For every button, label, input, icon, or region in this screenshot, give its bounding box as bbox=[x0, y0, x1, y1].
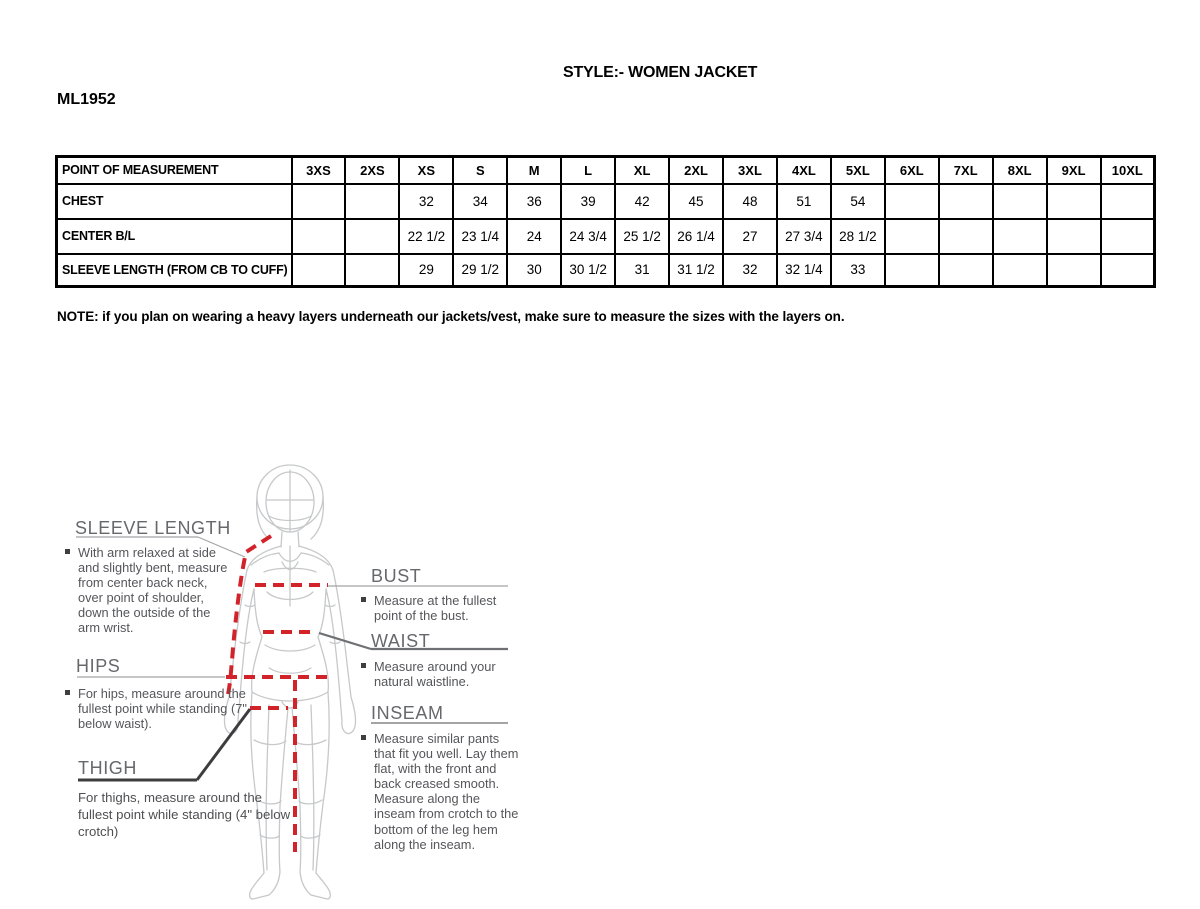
size-value-cell: 30 bbox=[507, 254, 561, 287]
column-header-size: 5XL bbox=[831, 157, 885, 184]
size-value-cell: 25 1/2 bbox=[615, 219, 669, 254]
size-value-cell bbox=[885, 184, 939, 219]
size-table-body bbox=[57, 184, 1155, 287]
table-row bbox=[57, 254, 1155, 287]
size-value-cell bbox=[292, 219, 346, 254]
size-value-cell: 34 bbox=[453, 184, 507, 219]
row-label: SLEEVE LENGTH (FROM CB TO CUFF) bbox=[57, 254, 292, 287]
size-value-cell bbox=[885, 254, 939, 287]
table-row bbox=[57, 184, 1155, 219]
size-value-cell bbox=[345, 219, 399, 254]
note-text: NOTE: if you plan on wearing a heavy layers underneath our jackets/vest, make sure to measure the sizes with the layers on. bbox=[57, 309, 845, 324]
size-value-cell bbox=[993, 254, 1047, 287]
size-value-cell: 45 bbox=[669, 184, 723, 219]
size-value-cell: 39 bbox=[561, 184, 615, 219]
column-header-size: XS bbox=[399, 157, 453, 184]
size-value-cell: 51 bbox=[777, 184, 831, 219]
size-value-cell bbox=[939, 219, 993, 254]
size-table bbox=[55, 155, 1156, 288]
column-header-size: 7XL bbox=[939, 157, 993, 184]
size-value-cell: 23 1/4 bbox=[453, 219, 507, 254]
size-value-cell: 29 1/2 bbox=[453, 254, 507, 287]
size-value-cell: 32 bbox=[723, 254, 777, 287]
bust-heading: BUST bbox=[371, 566, 422, 586]
sleeve-length-text: With arm relaxed at side and slightly bent, measure from center back neck, over point of shoulder, down the outside of the arm wrist. bbox=[78, 545, 228, 636]
thigh-heading: THIGH bbox=[78, 758, 137, 778]
column-header-size: 2XS bbox=[345, 157, 399, 184]
inseam-text: Measure similar pants that fit you well. Lay them flat, with the front and back creased smooth. Measure along the inseam from crotch to the bottom of the leg hem along the inseam. bbox=[374, 731, 519, 852]
size-value-cell: 42 bbox=[615, 184, 669, 219]
size-table-header-row bbox=[57, 157, 1155, 184]
size-value-cell: 33 bbox=[831, 254, 885, 287]
bullet-square-icon bbox=[361, 663, 366, 668]
size-value-cell bbox=[292, 254, 346, 287]
size-value-cell bbox=[1047, 184, 1101, 219]
column-header-size: 10XL bbox=[1101, 157, 1155, 184]
size-value-cell bbox=[993, 219, 1047, 254]
size-value-cell: 31 bbox=[615, 254, 669, 287]
bust-text: Measure at the fullest point of the bust. bbox=[374, 593, 497, 624]
size-value-cell: 31 1/2 bbox=[669, 254, 723, 287]
column-header-size: 9XL bbox=[1047, 157, 1101, 184]
thigh-description bbox=[78, 789, 293, 840]
size-value-cell: 27 3/4 bbox=[777, 219, 831, 254]
size-value-cell: 32 1/4 bbox=[777, 254, 831, 287]
column-header-size: M bbox=[507, 157, 561, 184]
column-header-size: L bbox=[561, 157, 615, 184]
column-header-size: 2XL bbox=[669, 157, 723, 184]
column-header-size: S bbox=[453, 157, 507, 184]
size-value-cell bbox=[1047, 219, 1101, 254]
bullet-square-icon bbox=[65, 549, 70, 554]
size-value-cell: 22 1/2 bbox=[399, 219, 453, 254]
size-value-cell: 28 1/2 bbox=[831, 219, 885, 254]
size-value-cell bbox=[1101, 184, 1155, 219]
sleeve-length-description bbox=[65, 545, 233, 636]
size-value-cell bbox=[292, 184, 346, 219]
bullet-square-icon bbox=[361, 735, 366, 740]
column-header-size: 6XL bbox=[885, 157, 939, 184]
size-value-cell: 24 bbox=[507, 219, 561, 254]
row-label: CENTER B/L bbox=[57, 219, 292, 254]
waist-text: Measure around your natural waistline. bbox=[374, 659, 496, 690]
hips-heading: HIPS bbox=[76, 656, 121, 676]
size-value-cell bbox=[993, 184, 1047, 219]
sleeve-length-heading: SLEEVE LENGTH bbox=[75, 518, 231, 538]
size-value-cell: 36 bbox=[507, 184, 561, 219]
size-value-cell bbox=[345, 254, 399, 287]
size-value-cell: 26 1/4 bbox=[669, 219, 723, 254]
column-header-size: 8XL bbox=[993, 157, 1047, 184]
bullet-square-icon bbox=[65, 690, 70, 695]
size-value-cell: 32 bbox=[399, 184, 453, 219]
size-value-cell: 24 3/4 bbox=[561, 219, 615, 254]
waist-description bbox=[361, 659, 519, 689]
hips-description bbox=[65, 686, 250, 731]
size-value-cell bbox=[939, 254, 993, 287]
size-value-cell: 29 bbox=[399, 254, 453, 287]
size-value-cell: 27 bbox=[723, 219, 777, 254]
column-header-size: 3XS bbox=[292, 157, 346, 184]
hips-text: For hips, measure around the fullest point while standing (7" below waist). bbox=[78, 686, 247, 732]
size-value-cell bbox=[1101, 254, 1155, 287]
measurement-guide bbox=[55, 440, 540, 909]
inseam-description bbox=[361, 731, 523, 852]
size-value-cell: 48 bbox=[723, 184, 777, 219]
size-table-wrapper bbox=[55, 155, 1156, 288]
column-header-size: 3XL bbox=[723, 157, 777, 184]
waist-heading: WAIST bbox=[371, 631, 431, 651]
row-label: CHEST bbox=[57, 184, 292, 219]
style-code: ML1952 bbox=[57, 91, 116, 108]
size-value-cell: 54 bbox=[831, 184, 885, 219]
size-value-cell bbox=[345, 184, 399, 219]
size-value-cell bbox=[885, 219, 939, 254]
column-header-size: 4XL bbox=[777, 157, 831, 184]
table-row bbox=[57, 219, 1155, 254]
thigh-text: For thighs, measure around the fullest point while standing (4" below crotch) bbox=[78, 790, 291, 840]
column-header-point-of-measurement: POINT OF MEASUREMENT bbox=[57, 157, 292, 184]
column-header-size: XL bbox=[615, 157, 669, 184]
inseam-heading: INSEAM bbox=[371, 703, 444, 723]
size-value-cell bbox=[939, 184, 993, 219]
bullet-square-icon bbox=[361, 597, 366, 602]
size-value-cell bbox=[1101, 219, 1155, 254]
bust-description bbox=[361, 593, 519, 623]
size-value-cell bbox=[1047, 254, 1101, 287]
page-title: STYLE:- WOMEN JACKET bbox=[563, 64, 758, 81]
size-value-cell: 30 1/2 bbox=[561, 254, 615, 287]
